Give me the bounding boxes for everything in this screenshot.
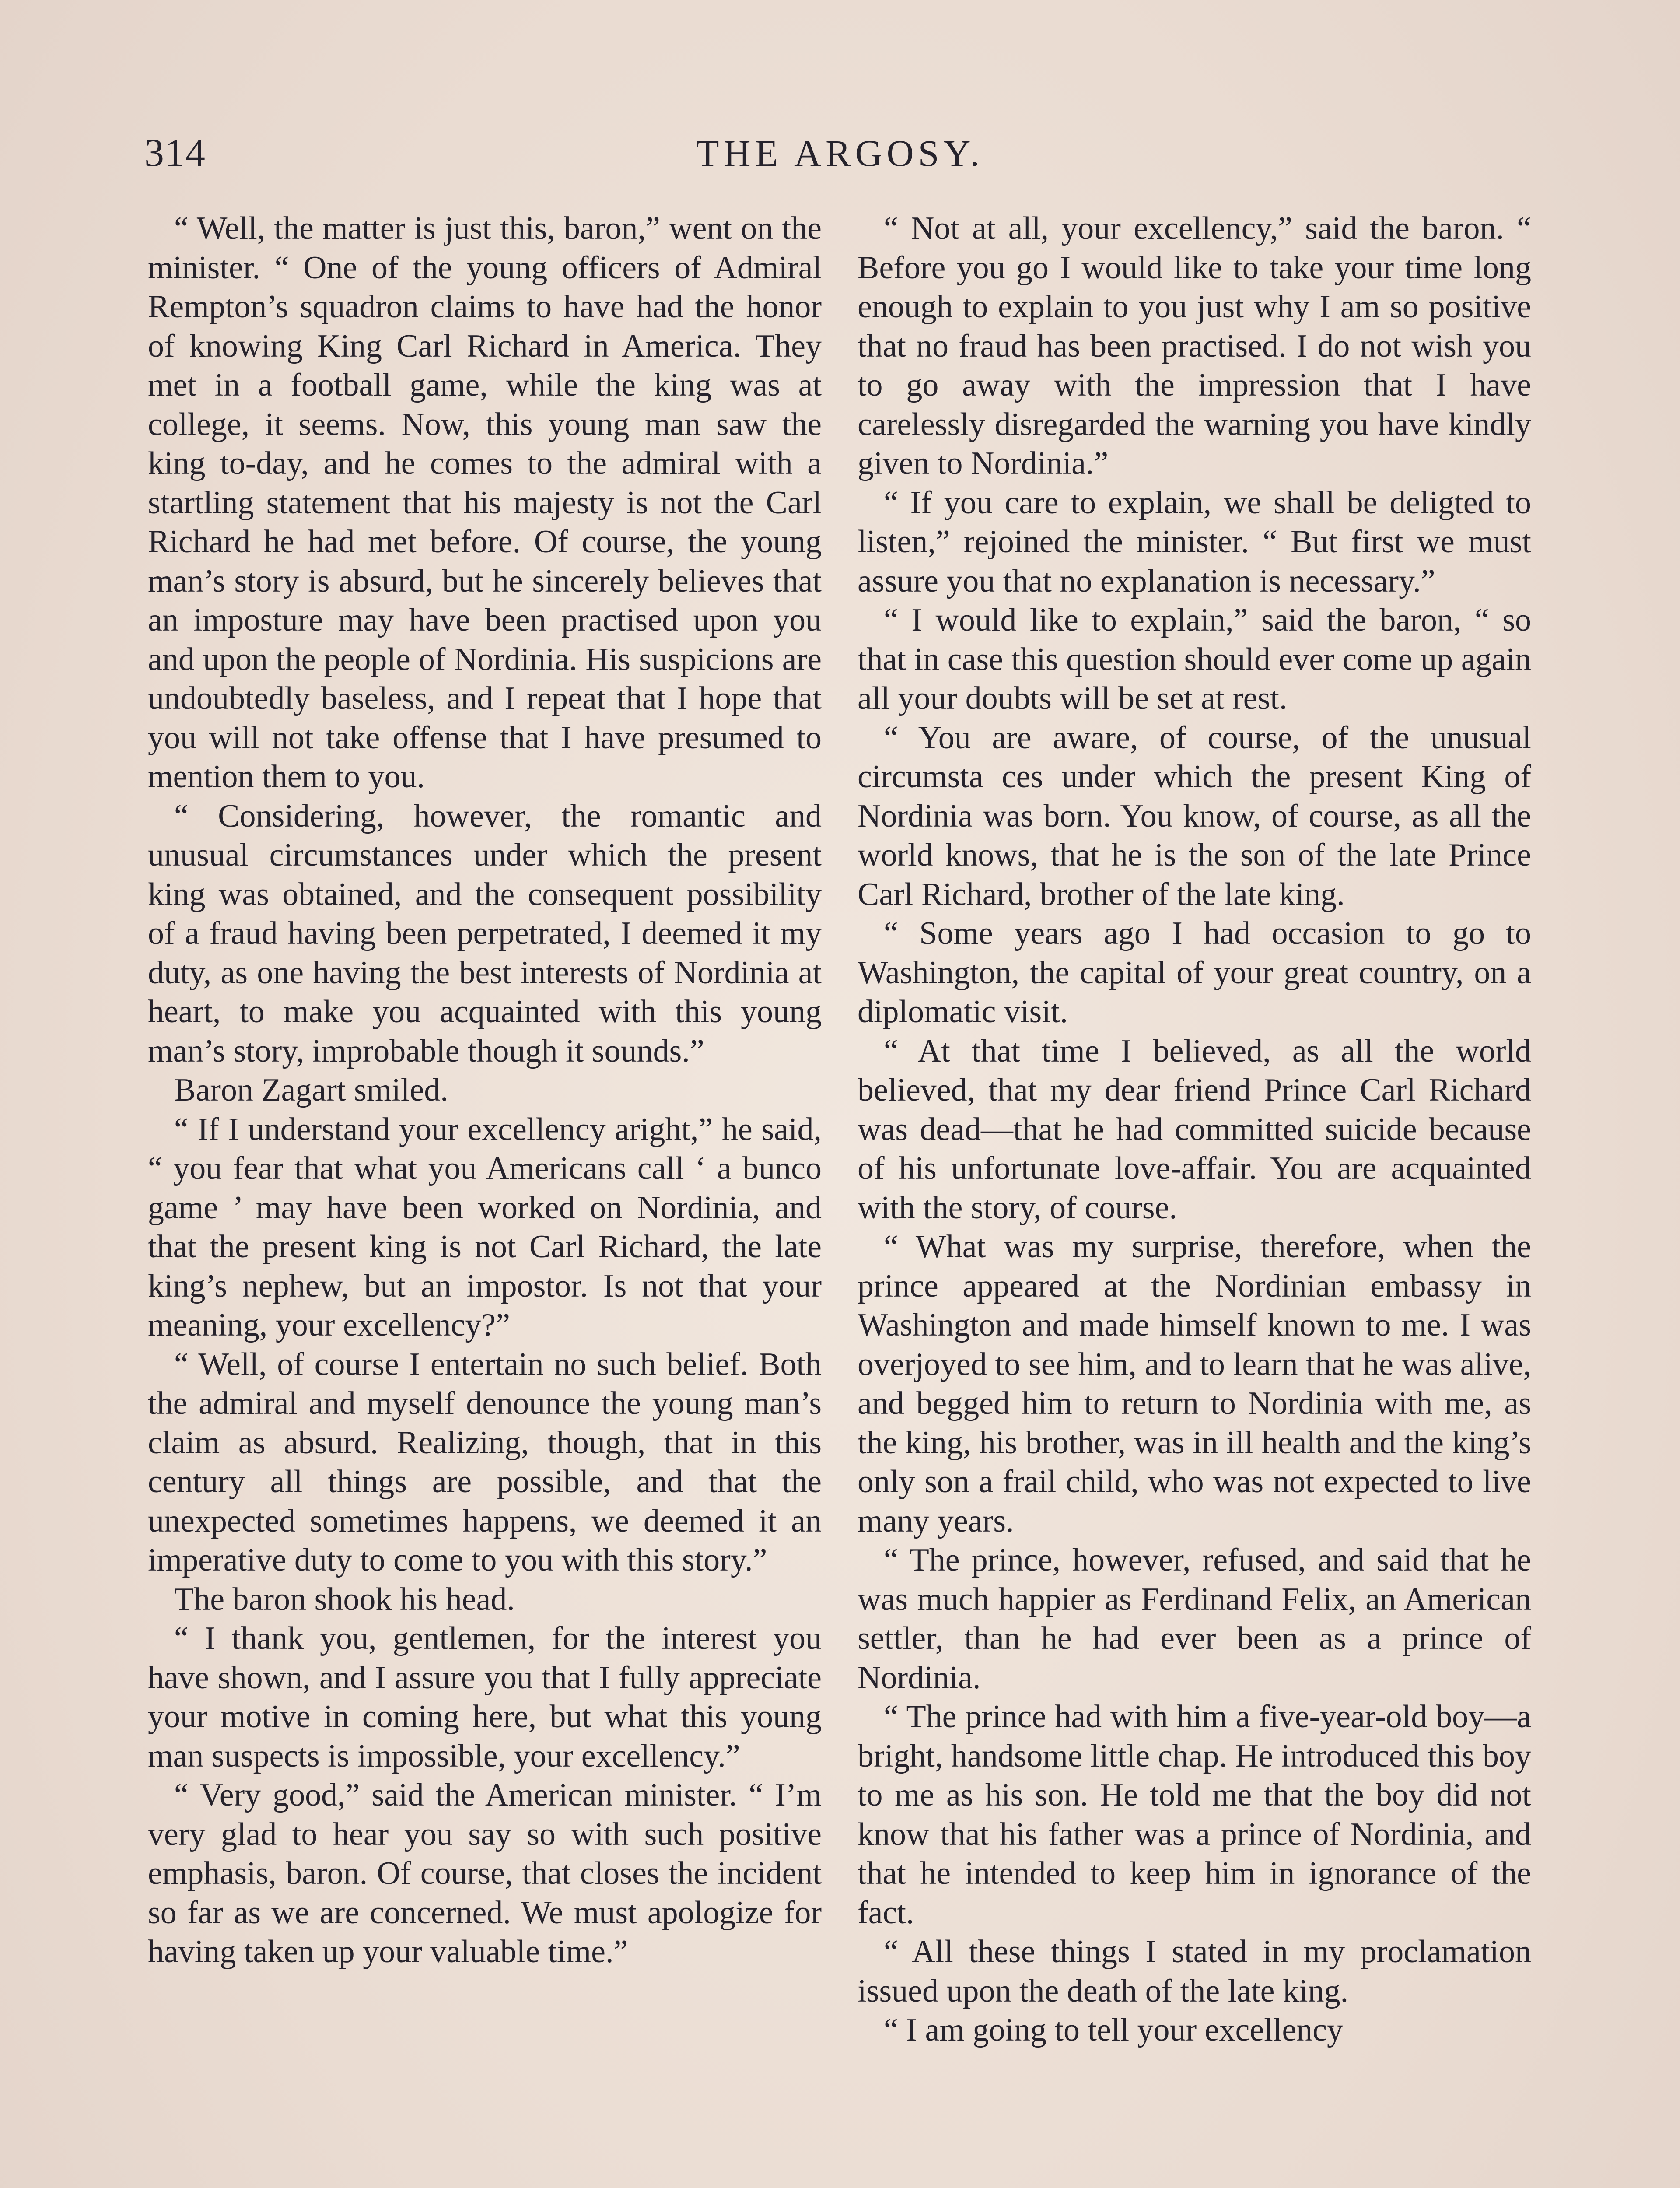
paragraph: “ I thank you, gentlemen, for the interest you have shown, and I assure you that I fully appreciate your motive in coming here, but what this young man suspects is impossible, your excellency.” — [148, 1620, 822, 1774]
paragraph: “ If I understand your excellency aright,” he said, “ you fear that what you Americans call ‘ a bunco game ’ may have been worked on Nordinia, and that the present king is not Carl Richard, the late king’s nephew, but an impostor. Is not that your meaning, your excellency?” — [148, 1111, 822, 1343]
paragraph: “ If you care to explain, we shall be deligted to listen,” rejoined the minister. “ But first we must assure you that no explanation is necessary.” — [858, 484, 1531, 599]
paragraph: “ At that time I believed, as all the world believed, that my dear friend Prince Carl Richard was dead—that he had committed suicide because of his unfortunate love-affair. You are acquainted with the story, of course. — [858, 1033, 1531, 1226]
paragraph: “ Well, of course I entertain no such belief. Both the admiral and myself denounce the young man’s claim as absurd. Realizing, though, that in this century all things are possible, and that the unexpected sometimes happens, we deemed it an imperative duty to come to you with this story.” — [148, 1346, 822, 1578]
running-head: THE ARGOSY. — [696, 132, 984, 174]
paragraph: “ Considering, however, the romantic and unusual circumstances under which the present king was obtained, and the consequent possibility of a fraud having been perpetrated, I deemed it my duty, as one having the best interests of Nordinia at heart, to make you acquainted with this young man’s story, improbable though it sounds.” — [148, 798, 822, 1069]
paragraph: “ I would like to explain,” said the baron, “ so that in case this question should ever come up again all your doubts will be set at rest. — [858, 602, 1531, 716]
page-number: 314 — [144, 131, 206, 175]
paragraph: “ I am going to tell your excellency — [884, 2012, 1344, 2048]
paragraph: The baron shook his head. — [174, 1581, 515, 1617]
paragraph: “ Well, the matter is just this, baron,” went on the minister. “ One of the young officers of Admiral Rempton’s squadron claims to have had the honor of knowing King Carl Richard in America. They met in a football game, while the king was at college, it seems. Now, this young man saw the king to-day, and he comes to the admiral with a startling statement that his majesty is not the Carl Richard he had met before. Of course, the young man’s story is absurd, but he sincerely believes that an imposture may have been practised upon you and upon the people of Nordinia. His suspicions are undoubtedly baseless, and I repeat that I hope that you will not take offense that I have presumed to mention them to you. — [148, 210, 822, 795]
paragraph: “ Some years ago I had occasion to go to Washington, the capital of your great country, on a diplomatic visit. — [858, 915, 1531, 1030]
page-header — [144, 127, 1536, 179]
paragraph: “ Not at all, your excellency,” said the baron. “ Before you go I would like to take your time long enough to explain to you just why I am so positive that no fraud has been practised. I do not wish you to go away with the impression that I have carelessly disregarded the warning you have kindly given to Nordinia.” — [858, 210, 1531, 481]
paragraph: “ The prince had with him a five-year-old boy—a bright, handsome little chap. He introduced this boy to me as his son. He told me that the boy did not know that his father was a prince of Nordinia, and that he intended to keep him in ignorance of the fact. — [858, 1699, 1531, 1931]
right-column — [858, 209, 1531, 2050]
paragraph: “ You are aware, of course, of the unusual circumsta ces under which the present King of Nordinia was born. You know, of course, as all the world knows, that he is the son of the late Prince Carl Richard, brother of the late king. — [858, 719, 1531, 912]
paragraph: “ What was my surprise, therefore, when the prince appeared at the Nordinian embassy in Washington and made himself known to me. I was overjoyed to see him, and to learn that he was alive, and begged him to return to Nordinia with me, as the king, his brother, was in ill health and the king’s only son a frail child, who was not expected to live many years. — [858, 1229, 1531, 1539]
paragraph: Baron Zagart smiled. — [174, 1072, 448, 1108]
paragraph: “ The prince, however, refused, and said that he was much happier as Ferdinand Felix, an American settler, than he had ever been as a prince of Nordinia. — [858, 1542, 1531, 1696]
paragraph: “ Very good,” said the American minister. “ I’m very glad to hear you say so with such positive emphasis, baron. Of course, that closes the incident so far as we are concerned. We must apologize for having taken up your valuable time.” — [148, 1777, 822, 1970]
paragraph: “ All these things I stated in my proclamation issued upon the death of the late king. — [858, 1934, 1531, 2009]
left-column — [148, 209, 822, 1972]
